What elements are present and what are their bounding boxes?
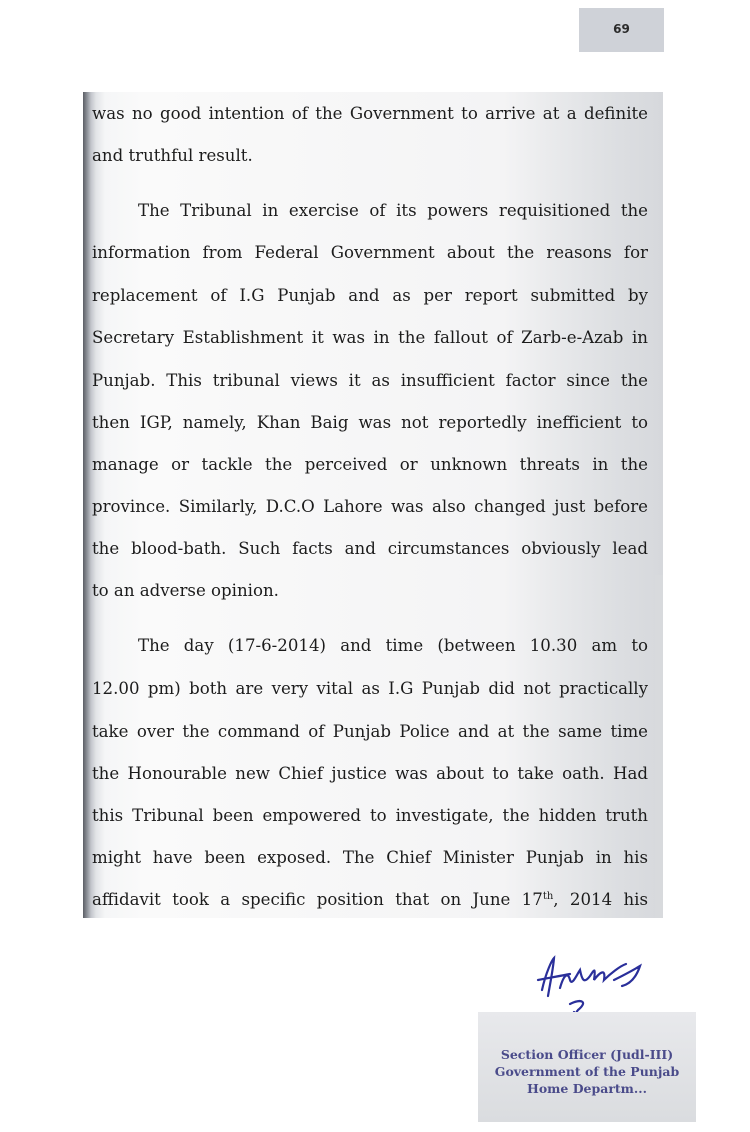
text-line: Secretary Establishment it was in the fallout of Zarb-e-Azab in (92, 328, 648, 347)
text-line (92, 889, 648, 911)
page-number-box (579, 8, 664, 52)
text-line: 12.00 pm) both are very vital as I.G Punjab did not practically (92, 679, 648, 698)
stamp-line: Home Departm... (527, 1081, 647, 1096)
text-segment: , 2014 his (553, 890, 648, 909)
text-line: The Tribunal in exercise of its powers requisitioned the (138, 201, 648, 220)
text-line: Punjab. This tribunal views it as insufficient factor since the (92, 371, 648, 390)
text-line: information from Federal Government about the reasons for (92, 243, 648, 262)
text-line: province. Similarly, D.C.O Lahore was also changed just before (92, 497, 648, 516)
text-line: then IGP, namely, Khan Baig was not reportedly inefficient to (92, 413, 648, 432)
text-line: might have been exposed. The Chief Minister Punjab in his (92, 848, 648, 867)
text-line: was no good intention of the Government to arrive at a definite (92, 104, 648, 123)
text-line: to an adverse opinion. (92, 581, 279, 600)
page-number: 69 (613, 22, 630, 36)
official-stamp (478, 1046, 696, 1097)
superscript: th (542, 891, 554, 902)
text-line: manage or tackle the perceived or unknown threats in the (92, 455, 648, 474)
text-line: this Tribunal been empowered to investigate, the hidden truth (92, 806, 648, 825)
stamp-line: Government of the Punjab (494, 1064, 680, 1079)
text-line: replacement of I.G Punjab and as per report submitted by (92, 286, 648, 305)
text-segment: affidavit took a specific position that on June 17 (92, 890, 543, 909)
text-line: the blood-bath. Such facts and circumstances obviously lead (92, 539, 648, 558)
text-line: and truthful result. (92, 146, 253, 165)
text-line: the Honourable new Chief justice was about to take oath. Had (92, 764, 648, 783)
text-line: The day (17-6-2014) and time (between 10.30 am to (138, 636, 648, 655)
text-line: take over the command of Punjab Police and at the same time (92, 722, 648, 741)
stamp-line: Section Officer (Judl-III) (500, 1047, 674, 1062)
scan-shadow (655, 575, 663, 918)
